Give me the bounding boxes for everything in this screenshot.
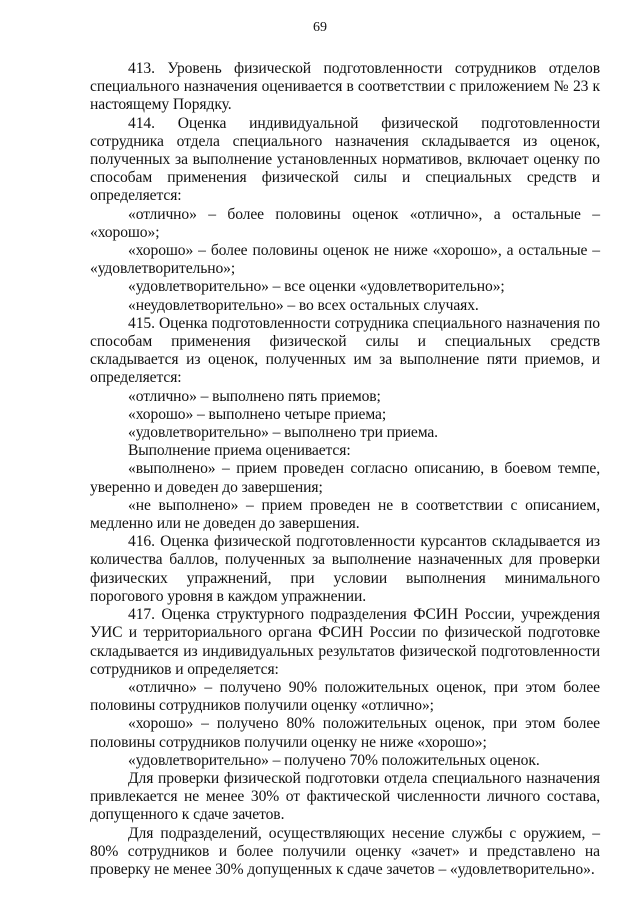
- paragraph-415: 415. Оценка подготовленности сотрудника специального назначения по способам применения физической силы и специальных средств складывается из оценок, полученных им за выполнение пяти приемов, и определяется:: [90, 314, 600, 387]
- grade-good-414: «хорошо» – более половины оценок не ниже «хорошо», а остальные – «удовлетворительно»;: [90, 242, 600, 278]
- paragraph-416: 416. Оценка физической подготовленности курсантов складывается из количества баллов, полученных за выполнение назначенных для проверки физических упражнений, при условии выполнения минимального порогового уровня в каждом упражнении.: [90, 533, 600, 605]
- grade-good-415: «хорошо» – выполнено четыре приема;: [128, 405, 387, 423]
- technique-evaluation-heading: Выполнение приема оценивается:: [128, 442, 351, 460]
- grade-good-417: «хорошо» – получено 80% положительных оценок, при этом более половины сотрудников получили оценку не ниже «хорошо»;: [90, 715, 600, 751]
- document-body: [90, 60, 600, 879]
- page-number: 69: [313, 20, 327, 35]
- paragraph-417: 417. Оценка структурного подразделения ФСИН России, учреждения УИС и территориального органа ФСИН России по физической подготовке складывается из индивидуальных результатов физической подготовленности сотрудников и определяется:: [90, 606, 600, 678]
- armed-units-rule: Для подразделений, осуществляющих несение службы с оружием, – 80% сотрудников и более получили оценку «зачет» и представлено на проверку не менее 30% допущенных к сдаче зачетов – «удовлетворительно».: [90, 824, 600, 878]
- paragraph-413: 413. Уровень физической подготовленности сотрудников отделов специального назначения оценивается в соответствии с приложением № 23 к настоящему Порядку.: [90, 60, 600, 114]
- grade-excellent-414: «отлично» – более половины оценок «отлично», а остальные – «хорошо»;: [90, 205, 600, 241]
- special-unit-check-rule: Для проверки физической подготовки отдела специального назначения привлекается не менее 30% от фактической численности личного состава, допущенного к сдаче зачетов.: [90, 769, 600, 824]
- grade-satisfactory-414: «удовлетворительно» – все оценки «удовлетворительно»;: [128, 278, 505, 296]
- grade-excellent-417: «отлично» – получено 90% положительных оценок, при этом более половины сотрудников получили оценку «отлично»;: [90, 678, 600, 715]
- paragraph-414: 414. Оценка индивидуальной физической подготовленности сотрудника отдела специального назначения складывается из оценок, полученных за выполнение установленных нормативов, включает оценку по способам применения физической силы и специальных средств и определяется:: [90, 114, 600, 205]
- grade-unsatisfactory-414: «неудовлетворительно» – во всех остальных случаях.: [128, 296, 479, 314]
- grade-satisfactory-417: «удовлетворительно» – получено 70% положительных оценок.: [128, 751, 540, 769]
- technique-not-performed: «не выполнено» – прием проведен не в соответствии с описанием, медленно или не доведен до завершения.: [90, 496, 600, 533]
- grade-excellent-415: «отлично» – выполнено пять приемов;: [128, 387, 381, 405]
- technique-performed: «выполнено» – прием проведен согласно описанию, в боевом темпе, уверенно и доведен до завершения;: [90, 460, 600, 496]
- grade-satisfactory-415: «удовлетворительно» – выполнено три приема.: [128, 424, 438, 442]
